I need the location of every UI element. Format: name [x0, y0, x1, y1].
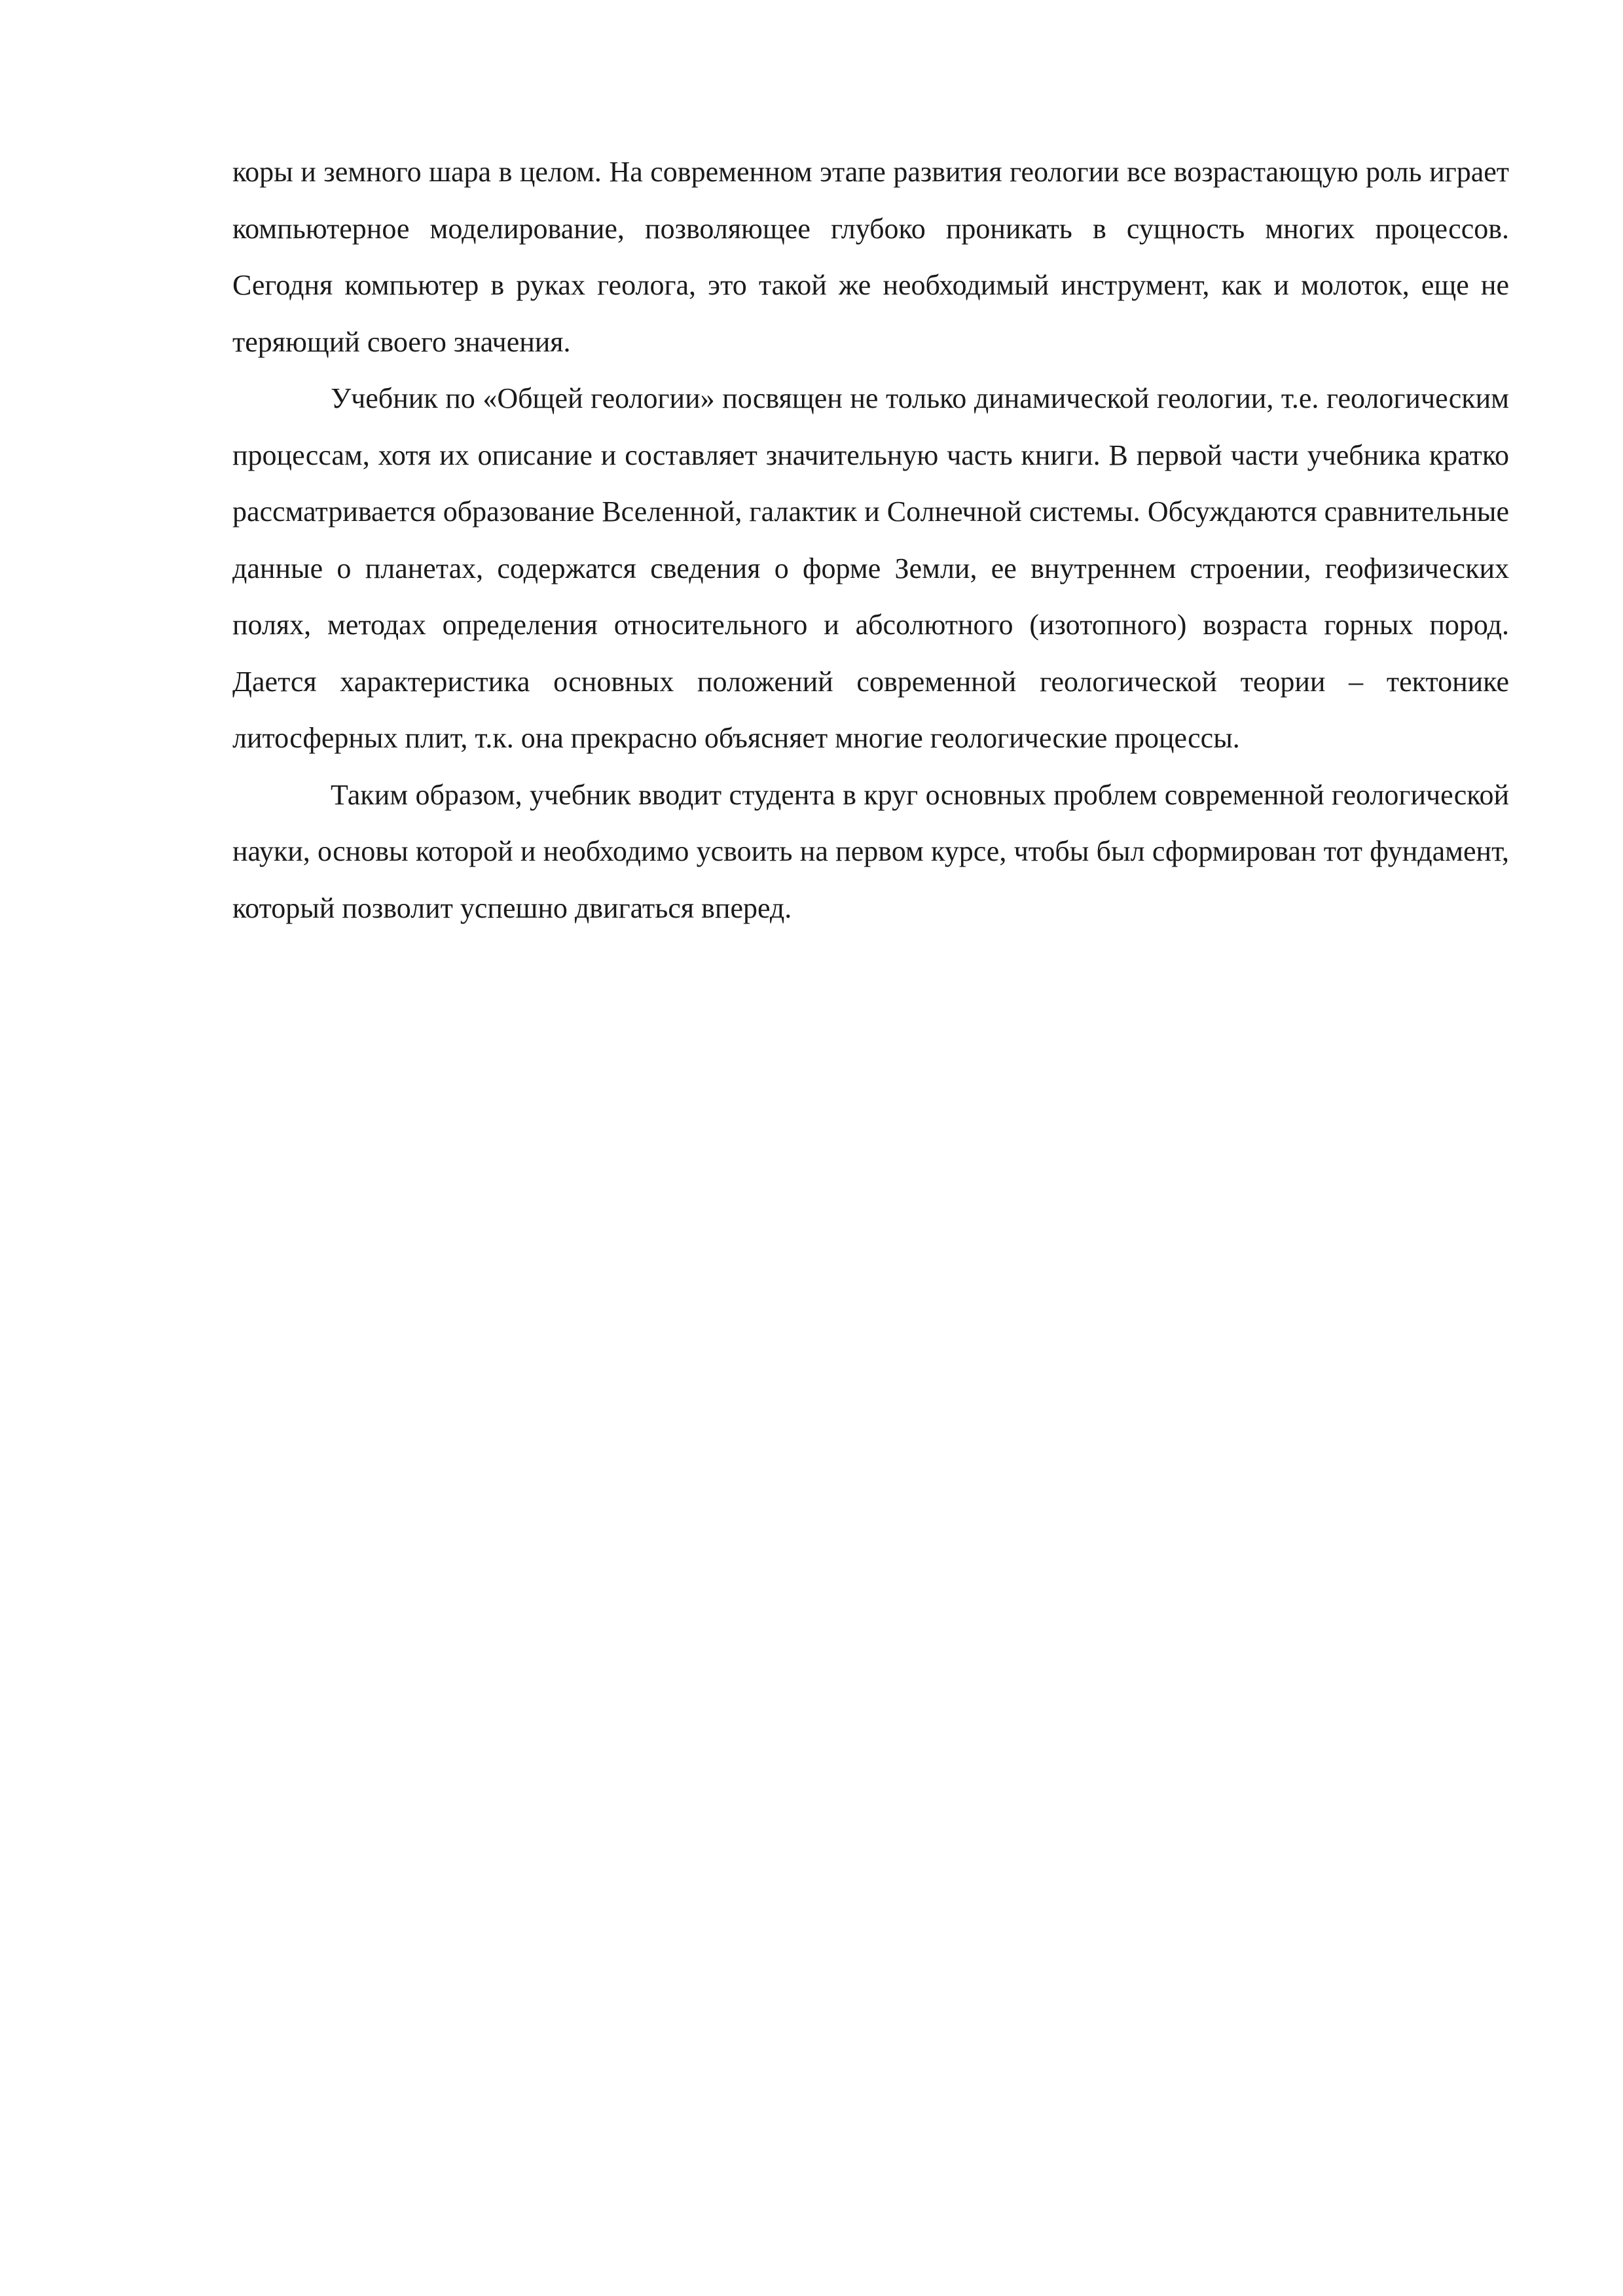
- paragraph-textbook-contents: Учебник по «Общей геологии» посвящен не только динамической геологии, т.е. геологическим процессам, хотя их описание и составляет значительную часть книги. В первой части учебника кратко рассматривается образование Вселенной, галактик и Солнечной системы. Обсуждаются сравнительные данные о планетах, содержатся сведения о форме Земли, ее внутреннем строении, геофизических полях, методах определения относительного и абсолютного (изотопного) возраста горных пород. Дается характеристика основных положений современной геологической теории – тектонике литосферных плит, т.к. она прекрасно объясняет многие геологические процессы.: [232, 382, 1509, 754]
- paragraph-conclusion: Таким образом, учебник вводит студента в круг основных проблем современной геологической науки, основы которой и необходимо усвоить на первом курсе, чтобы был сформирован тот фундамент, который позволит успешно двигаться вперед.: [232, 778, 1509, 924]
- body-text: [232, 144, 1509, 937]
- paragraph-continuation: коры и земного шара в целом. На современном этапе развития геологии все возрастающую роль играет компьютерное моделирование, позволяющее глубоко проникать в сущность многих процессов. Сегодня компьютер в руках геолога, это такой же необходимый инструмент, как и молоток, еще не теряющий своего значения.: [232, 156, 1509, 358]
